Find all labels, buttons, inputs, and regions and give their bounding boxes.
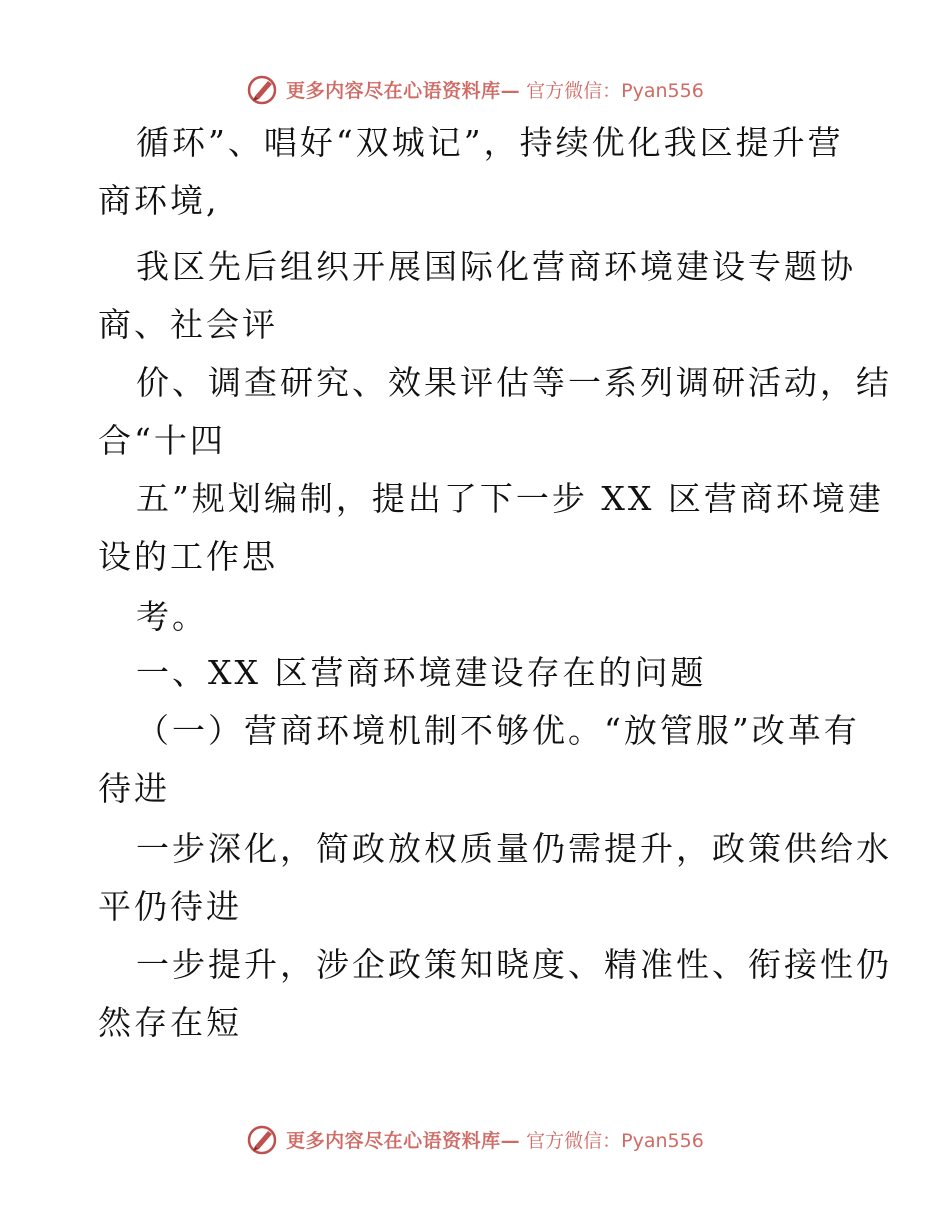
watermark-text: 更多内容尽在心语资料库— [286, 1129, 521, 1152]
text-line: 一步提升，涉企政策知晓度、精准性、衔接性仍 [136, 945, 892, 984]
text-line: 平仍待进 [98, 887, 242, 926]
text-line: 价、调查研究、效果评估等一系列调研活动，结 [136, 363, 892, 402]
text-line: 然存在短 [98, 1003, 242, 1042]
text-line: 五”规划编制，提出了下一步 XX 区营商环境建 [136, 479, 884, 518]
text-line: 循环”、唱好“双城记”，持续优化我区提升营 [136, 123, 844, 162]
text-line: 商、社会评 [98, 305, 278, 344]
pen-logo-icon [246, 1122, 280, 1156]
watermark-contact: 官方微信：Pyan556 [526, 1129, 704, 1152]
text-line: 一步深化，简政放权质量仍需提升，政策供给水 [136, 829, 892, 868]
text-line: 我区先后组织开展国际化营商环境建设专题协 [136, 247, 856, 286]
header-watermark [0, 72, 950, 106]
text-line: 设的工作思 [98, 537, 278, 576]
text-line: 待进 [98, 769, 170, 808]
text-line: （一）营商环境机制不够优。“放管服”改革有 [136, 711, 860, 750]
watermark-contact: 官方微信：Pyan556 [526, 79, 704, 102]
text-line: 考。 [136, 597, 208, 636]
footer-watermark [0, 1122, 950, 1156]
pen-logo-icon [246, 72, 280, 106]
watermark-text: 更多内容尽在心语资料库— [286, 79, 521, 102]
text-line: 商环境, [98, 181, 220, 220]
section-heading: 一、XX 区营商环境建设存在的问题 [136, 653, 707, 692]
text-line: 合“十四 [98, 421, 226, 460]
